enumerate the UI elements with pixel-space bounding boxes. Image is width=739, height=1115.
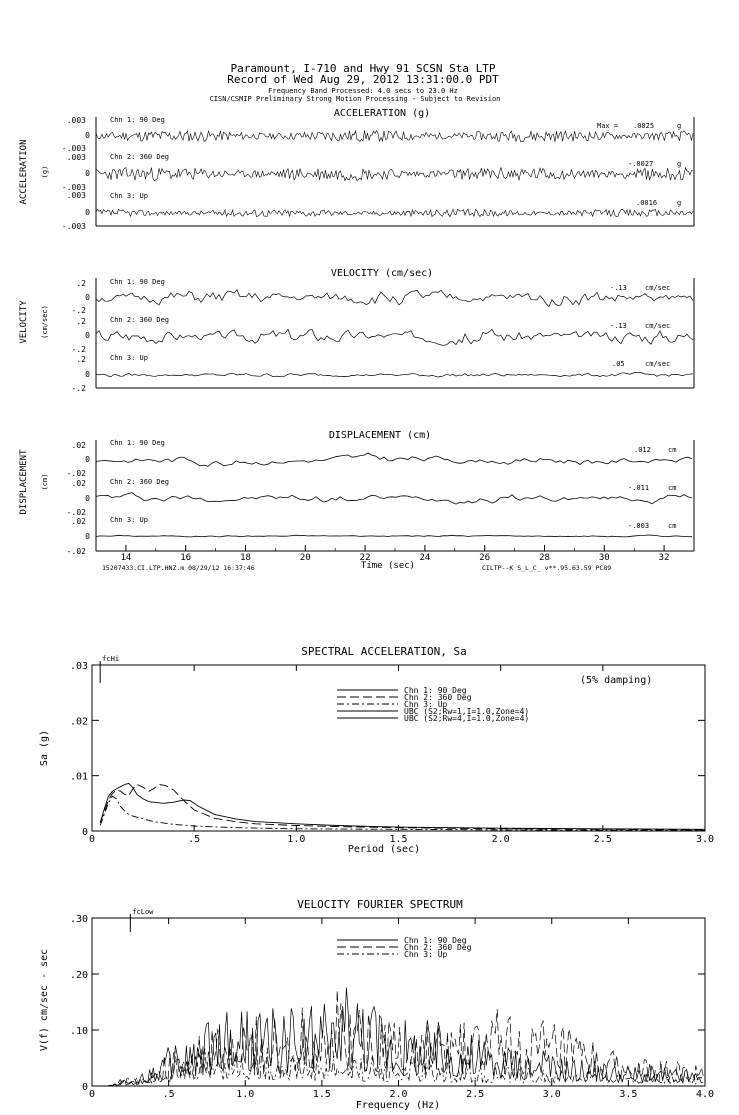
tick-label: -.003 [61,144,86,153]
unit-text: cm/sec [645,284,671,292]
time-tick-label: 26 [479,553,491,563]
side-label: VELOCITY [19,300,29,344]
tick-label: .003 [66,116,86,125]
vf-x-tick-label: 3.5 [619,1089,638,1100]
footer-left: 15207433.CI.LTP.HNZ.m 08/29/12 16:37:46 [102,564,255,572]
vf-plot-frame [92,918,705,1086]
vf-y-tick-label: .30 [69,914,88,925]
displacement-trace-chn3 [96,535,692,537]
channel-name: Chn 3: Up [110,192,148,200]
time-tick-label: 24 [419,553,431,563]
channel-panel [72,278,693,315]
vf-x-tick-label: 1.0 [236,1089,255,1100]
velocity-group [19,268,694,393]
tick-label: 0 [85,331,90,340]
max-value: .0016 [636,199,658,207]
tick-label: .003 [66,191,86,200]
sa-legend [337,686,529,723]
side-unit: (cm/sec) [41,305,49,339]
channel-name: Chn 1: 90 Deg [110,439,165,447]
channel-name: Chn 2: 360 Deg [110,153,170,161]
acceleration-trace-chn3 [96,209,693,217]
unit-text: cm/sec [645,322,671,330]
spectral-acceleration-chart [39,645,714,855]
group-title: ACCELERATION (g) [333,108,431,119]
sa-x-tick-label: 3.0 [695,834,715,845]
sa-y-tick-label: .03 [69,661,88,672]
time-tick-label: 22 [359,553,371,563]
sa-x-tick-label: .5 [188,834,201,845]
channel-name: Chn 2: 360 Deg [110,316,170,324]
tick-label: 0 [85,532,90,541]
side-label: DISPLACEMENT [19,449,29,515]
vf-xlabel: Frequency (Hz) [355,1100,441,1111]
time-tick-label: 14 [120,553,132,563]
tick-label: -.003 [61,222,86,231]
vf-x-tick-label: 3.0 [542,1089,561,1100]
group-title: DISPLACEMENT (cm) [328,430,432,441]
fclow-marker-label: fcLow [132,908,154,916]
unit-text: cm [668,484,677,492]
tick-label: .02 [71,479,86,488]
vf-x-tick-label: 0 [88,1089,96,1100]
legend-entry: Chn 3: Up [404,700,448,709]
max-value: -.003 [628,522,650,530]
channel-name: Chn 1: 90 Deg [110,278,165,286]
tick-label: -.003 [61,183,86,192]
tick-label: -.02 [66,547,86,556]
channel-panel [67,478,692,517]
header-record: Record of Wed Aug 29, 2012 13:31:00.0 PDT [227,73,499,86]
tick-label: 0 [85,131,90,140]
tick-label: -.02 [66,508,86,517]
channel-name: Chn 3: Up [110,516,148,524]
time-tick-label: 16 [180,553,192,563]
vf-ylabel: V(f) cm/sec - sec [39,948,50,1052]
acceleration-group [19,108,694,231]
time-tick-label: 30 [598,553,610,563]
legend-entry: Chn 2: 360 Deg [404,943,472,952]
vf-y-tick-label: 0 [81,1082,88,1093]
channel-panel [62,191,693,231]
displacement-trace-chn1 [96,453,692,466]
acceleration-trace-chn1 [96,130,693,141]
side-label: ACCELERATION [19,139,29,205]
tick-label: .02 [71,517,86,526]
sa-x-tick-label: 1.5 [389,834,408,845]
footer-right: CILTP--K S_L_C_ v**.95.63.59 PC89 [482,564,612,572]
tick-label: -.02 [66,469,86,478]
header-band: Frequency Band Processed: 4.0 secs to 23.0 Hz [268,87,458,95]
side-unit: (cm) [41,473,49,491]
vf-x-tick-label: .5 [162,1089,175,1100]
tick-label: -.2 [71,384,86,393]
vf-x-tick-label: 4.0 [695,1089,715,1100]
unit-text: cm/sec [645,360,671,368]
sa-x-tick-label: 0 [88,834,96,845]
tick-label: 0 [85,208,90,217]
sa-y-tick-label: .01 [69,771,88,783]
legend-entry: UBC (S2;Rw=1,I=1.0,Zone=4) [404,707,530,716]
fchi-marker-label: fcHi [102,655,120,663]
velocity-trace-chn1 [96,290,693,307]
velocity-fourier-spectrum-chart [39,898,714,1111]
max-value: -.13 [610,322,627,330]
tick-label: -.2 [71,306,86,315]
sa-series-1 [100,783,705,829]
max-value: -.0027 [628,160,654,168]
max-value: .05 [612,360,625,368]
max-value: .012 [634,446,651,454]
unit-text: cm [668,522,677,530]
sa-x-tick-label: 2.5 [593,834,612,845]
sa-series-2 [100,785,705,830]
channel-panel [72,354,693,393]
tick-label: .003 [66,153,86,162]
time-tick-label: 20 [299,553,311,563]
unit-text: cm [668,446,677,454]
displacement-group [19,430,694,572]
header-disclaimer: CISN/CSMIP Preliminary Strong Motion Processing - Subject to Revision [209,95,501,103]
header-title: Paramount, I-710 and Hwy 91 SCSN Sta LTP [230,62,496,75]
tick-label: 0 [85,494,90,503]
channel-name: Chn 1: 90 Deg [110,116,165,124]
sa-y-tick-label: .02 [69,716,88,728]
sa-title: SPECTRAL ACCELERATION, Sa [301,645,467,658]
vf-x-tick-label: 2.5 [466,1089,485,1100]
time-axis-label: Time (sec) [360,561,416,571]
sa-plot-frame [92,665,705,831]
legend-entry: Chn 3: Up [404,950,448,959]
vf-x-tick-label: 1.5 [312,1089,331,1100]
record-header [210,62,501,103]
tick-label: .2 [76,279,86,288]
vf-legend [337,936,472,959]
sa-y-tick-label: 0 [81,827,88,838]
vf-x-tick-label: 2.0 [389,1089,408,1100]
sa-ylabel: Sa (g) [39,729,50,767]
channel-name: Chn 2: 360 Deg [110,478,170,486]
tick-label: .02 [71,441,86,450]
sa-series-lines [100,783,705,830]
velocity-trace-chn2 [96,329,693,345]
group-title: VELOCITY (cm/sec) [330,268,434,279]
max-value: -.011 [628,484,650,492]
acceleration-trace-chn2 [96,168,693,181]
channel-panel [62,153,693,192]
vf-y-tick-label: .20 [69,970,88,981]
displacement-trace-chn2 [96,493,692,505]
legend-entry: UBC (S2;Rw=4,I=1.0,Zone=4) [404,714,530,723]
max-value: -.13 [610,284,627,292]
velocity-trace-chn3 [96,372,693,377]
tick-label: .2 [76,355,86,364]
side-unit: (g) [41,165,49,179]
tick-label: 0 [85,293,90,302]
sa-xlabel: Period (sec) [347,844,421,855]
sa-axis-ticks [70,661,714,845]
max-label: Max = [597,122,619,130]
channel-name: Chn 3: Up [110,354,148,362]
legend-entry: Chn 1: 90 Deg [404,936,467,945]
tick-label: 0 [85,370,90,379]
sa-x-tick-label: 2.0 [491,834,510,845]
channel-panel [72,316,693,354]
vf-series-lines [107,988,703,1087]
channel-panel [67,516,692,556]
sa-x-tick-label: 1.0 [287,834,306,845]
channel-panel [62,116,693,153]
channel-panel [67,439,692,478]
vf-series-2 [107,990,703,1086]
unit-text: g [677,199,682,207]
legend-entry: Chn 2: 360 Deg [404,693,472,702]
unit-text: g [677,160,682,168]
vf-title: VELOCITY FOURIER SPECTRUM [297,898,463,911]
legend-entry: Chn 1: 90 Deg [404,686,467,695]
time-tick-label: 18 [240,553,251,563]
tick-label: 0 [85,169,90,178]
tick-label: -.2 [71,345,86,354]
tick-label: 0 [85,455,90,464]
sa-damping-note: (5% damping) [580,675,653,686]
tick-label: .2 [76,317,86,326]
vf-axis-ticks [70,914,714,1100]
max-value: .0025 [633,122,655,130]
time-tick-label: 32 [658,553,670,563]
time-tick-label: 28 [539,553,550,563]
unit-text: g [677,122,682,130]
vf-y-tick-label: .10 [69,1026,88,1037]
